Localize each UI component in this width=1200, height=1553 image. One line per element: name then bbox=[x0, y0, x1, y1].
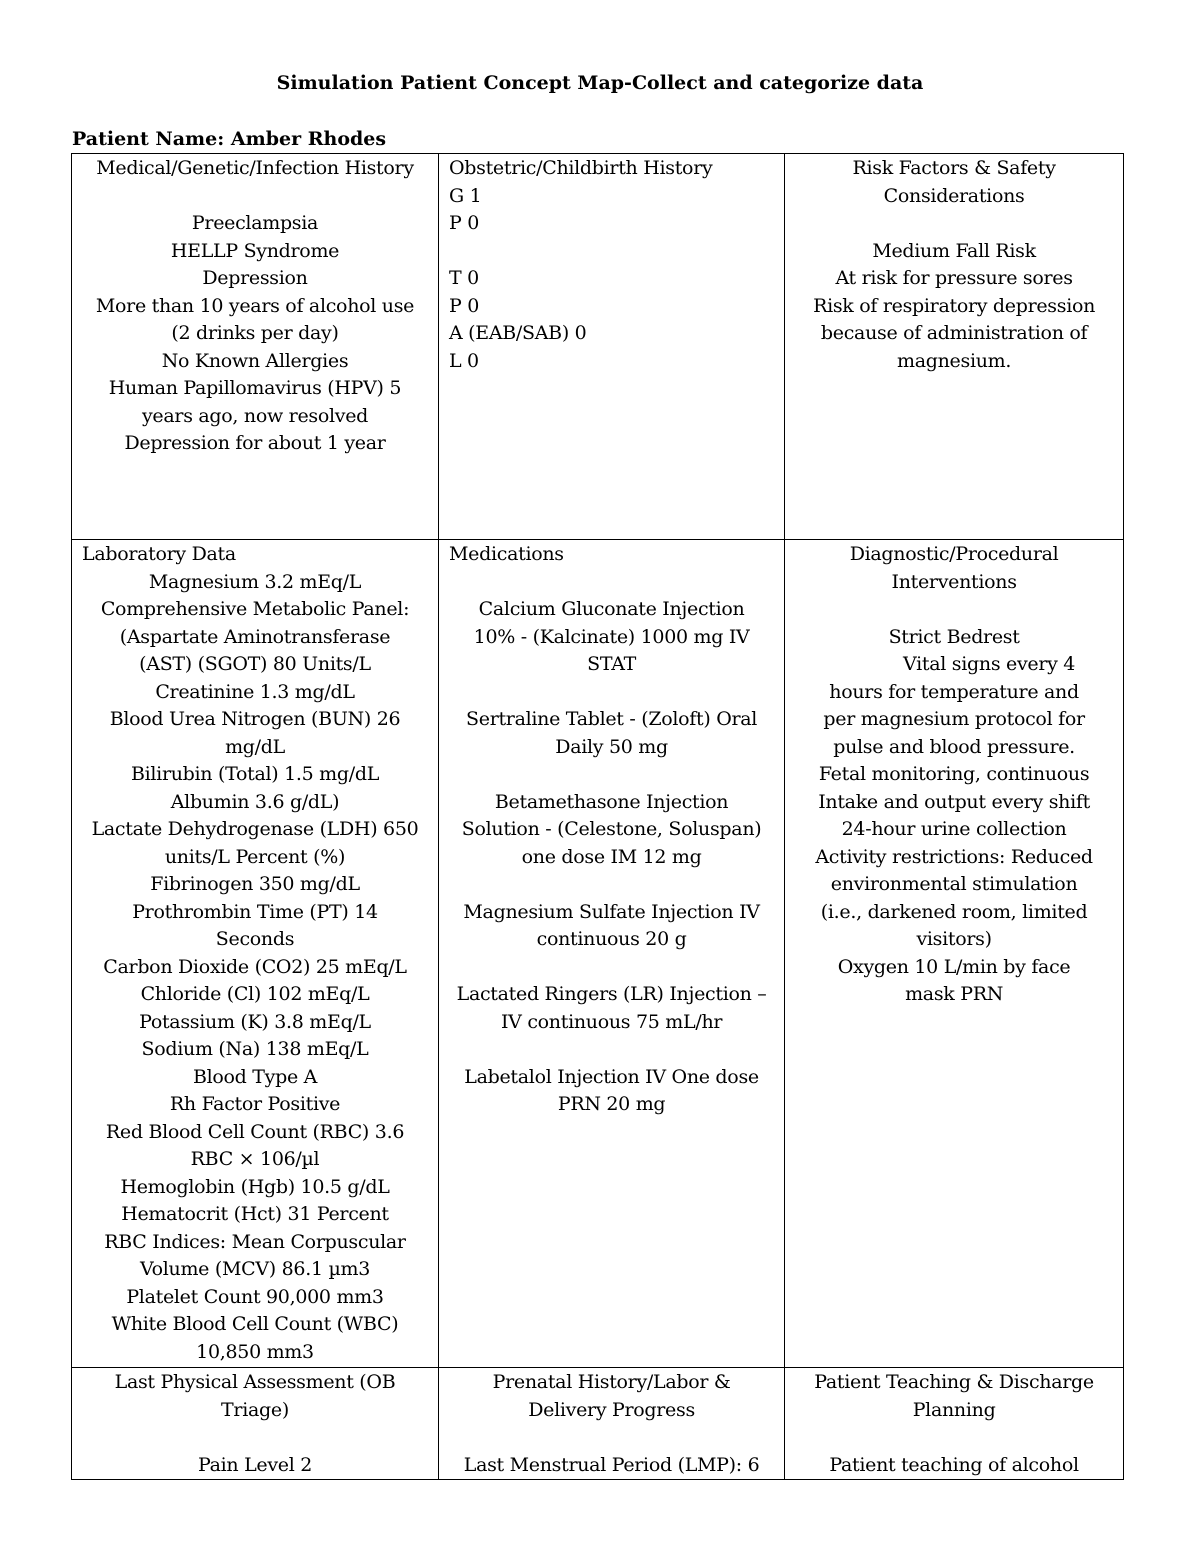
page-title: Simulation Patient Concept Map-Collect and categorize data bbox=[276, 72, 924, 94]
lab-item: Comprehensive Metabolic Panel: bbox=[100, 598, 410, 620]
patient-teaching-heading: Patient Teaching & Discharge bbox=[814, 1371, 1094, 1393]
history-item: Preeclampsia bbox=[191, 212, 319, 234]
intervention-item: Fetal monitoring, continuous bbox=[818, 763, 1090, 785]
lab-item: Rh Factor Positive bbox=[169, 1093, 341, 1115]
history-item: No Known Allergies bbox=[161, 349, 349, 372]
lab-item: 10,850 mm3 bbox=[196, 1340, 314, 1363]
lab-item: Lactate Dehydrogenase (LDH) 650 bbox=[91, 818, 419, 840]
physical-assessment-heading: Triage) bbox=[221, 1398, 289, 1421]
medication-item: Labetalol Injection IV One dose bbox=[464, 1065, 759, 1088]
lab-item: Fibrinogen 350 mg/dL bbox=[150, 873, 360, 895]
lab-item: (AST) (SGOT) 80 Units/L bbox=[139, 653, 371, 675]
medication-item: Magnesium Sulfate Injection IV bbox=[463, 900, 760, 923]
medication-item: continuous 20 g bbox=[536, 928, 687, 950]
term-value: T 0 bbox=[449, 267, 479, 289]
patient-name: Patient Name: Amber Rhodes bbox=[72, 128, 387, 150]
intervention-item: per magnesium protocol for bbox=[823, 708, 1085, 730]
lab-item: Magnesium 3.2 mEq/L bbox=[148, 570, 362, 593]
laboratory-data-cell bbox=[72, 540, 439, 1368]
lab-item: Potassium (K) 3.8 mEq/L bbox=[139, 1010, 371, 1033]
medication-item: STAT bbox=[587, 653, 636, 675]
intervention-item: hours for temperature and bbox=[829, 680, 1079, 703]
intervention-item: (i.e., darkened room, limited bbox=[820, 900, 1088, 923]
history-item: Depression for about 1 year bbox=[124, 432, 386, 454]
patient-teaching-cell bbox=[785, 1368, 1124, 1480]
laboratory-data-heading: Laboratory Data bbox=[82, 543, 236, 565]
lab-item: Blood Type A bbox=[192, 1065, 318, 1088]
para-value: P 0 bbox=[449, 212, 480, 234]
lab-item: White Blood Cell Count (WBC) bbox=[111, 1313, 399, 1335]
intervention-item: mask PRN bbox=[905, 983, 1004, 1005]
medications-heading: Medications bbox=[449, 543, 564, 565]
medications-cell bbox=[439, 540, 785, 1368]
history-item: (2 drinks per day) bbox=[171, 322, 339, 344]
history-item: Human Papillomavirus (HPV) 5 bbox=[108, 377, 402, 399]
medication-item: Calcium Gluconate Injection bbox=[478, 598, 745, 620]
risk-item: Risk of respiratory depression bbox=[813, 294, 1096, 317]
medication-item: PRN 20 mg bbox=[557, 1093, 666, 1115]
lab-item: (Aspartate Aminotransferase bbox=[119, 625, 391, 648]
lab-item: Seconds bbox=[215, 928, 295, 950]
concept-map-table bbox=[71, 153, 1124, 1480]
medication-item: IV continuous 75 mL/hr bbox=[500, 1010, 723, 1033]
medication-item: Betamethasone Injection bbox=[494, 790, 729, 813]
lab-item: units/L Percent (%) bbox=[164, 845, 346, 868]
lab-item: Hematocrit (Hct) 31 Percent bbox=[121, 1203, 389, 1225]
medication-item: Solution - (Celestone, Soluspan) bbox=[461, 818, 762, 840]
prenatal-item: Last Menstrual Period (LMP): 6 bbox=[463, 1453, 760, 1476]
intervention-item: 24-hour urine collection bbox=[841, 818, 1067, 840]
patient-teaching-heading: Planning bbox=[912, 1398, 996, 1421]
medical-history-heading: Medical/Genetic/Infection History bbox=[96, 157, 414, 179]
living-value: L 0 bbox=[449, 349, 479, 372]
lab-item: Chloride (Cl) 102 mEq/L bbox=[140, 983, 370, 1005]
diagnostic-cell bbox=[785, 540, 1124, 1368]
physical-assessment-heading: Last Physical Assessment (OB bbox=[114, 1371, 396, 1393]
lab-item: RBC × 106/µl bbox=[190, 1148, 320, 1170]
risk-item: because of administration of bbox=[820, 322, 1088, 344]
lab-item: Prothrombin Time (PT) 14 bbox=[132, 900, 378, 923]
medication-item: Sertraline Tablet - (Zoloft) Oral bbox=[466, 708, 758, 730]
intervention-item: Activity restrictions: Reduced bbox=[815, 845, 1093, 868]
abortion-value: A (EAB/SAB) 0 bbox=[449, 322, 587, 344]
intervention-item: Oxygen 10 L/min by face bbox=[837, 955, 1071, 978]
lab-item: Red Blood Cell Count (RBC) 3.6 bbox=[105, 1120, 405, 1143]
obstetric-history-cell bbox=[439, 154, 785, 540]
risk-item: magnesium. bbox=[897, 349, 1012, 372]
intervention-item: visitors) bbox=[916, 928, 992, 950]
physical-assessment-cell bbox=[72, 1368, 439, 1480]
risk-item: At risk for pressure sores bbox=[835, 267, 1073, 289]
intervention-item: Strict Bedrest bbox=[888, 625, 1020, 648]
lab-item: Volume (MCV) 86.1 µm3 bbox=[139, 1258, 371, 1280]
intervention-item: Vital signs every 4 bbox=[903, 653, 1076, 675]
medication-item: one dose IM 12 mg bbox=[521, 845, 702, 868]
medication-item: Lactated Ringers (LR) Injection – bbox=[456, 983, 767, 1005]
risk-factors-cell bbox=[785, 154, 1124, 540]
history-item: More than 10 years of alcohol use bbox=[95, 294, 415, 317]
assessment-item: Pain Level 2 bbox=[197, 1453, 313, 1476]
lab-item: RBC Indices: Mean Corpuscular bbox=[104, 1230, 406, 1253]
lab-item: Carbon Dioxide (CO2) 25 mEq/L bbox=[103, 955, 407, 978]
lab-item: Bilirubin (Total) 1.5 mg/dL bbox=[130, 763, 380, 785]
obstetric-history-heading: Obstetric/Childbirth History bbox=[449, 157, 713, 179]
lab-item: mg/dL bbox=[225, 735, 285, 758]
risk-factors-heading: Risk Factors & Safety bbox=[852, 157, 1056, 179]
lab-item: Creatinine 1.3 mg/dL bbox=[155, 680, 355, 703]
diagnostic-heading: Interventions bbox=[891, 570, 1017, 593]
history-item: years ago, now resolved bbox=[142, 404, 368, 427]
lab-item: Albumin 3.6 g/dL) bbox=[170, 790, 340, 813]
gravida-value: G 1 bbox=[449, 184, 482, 207]
risk-item: Medium Fall Risk bbox=[872, 239, 1036, 262]
risk-factors-heading: Considerations bbox=[883, 184, 1025, 207]
teaching-item: Patient teaching of alcohol bbox=[829, 1453, 1079, 1476]
intervention-item: Intake and output every shift bbox=[818, 790, 1090, 813]
diagnostic-heading: Diagnostic/Procedural bbox=[849, 543, 1059, 565]
preterm-value: P 0 bbox=[449, 294, 480, 317]
history-item: Depression bbox=[202, 267, 308, 289]
prenatal-history-cell bbox=[439, 1368, 785, 1480]
prenatal-history-heading: Prenatal History/Labor & bbox=[492, 1371, 731, 1393]
prenatal-history-heading: Delivery Progress bbox=[528, 1398, 695, 1421]
history-item: HELLP Syndrome bbox=[170, 239, 340, 262]
medication-item: Daily 50 mg bbox=[555, 735, 668, 758]
medical-history-cell bbox=[72, 154, 439, 540]
intervention-item: pulse and blood pressure. bbox=[833, 735, 1075, 758]
lab-item: Sodium (Na) 138 mEq/L bbox=[141, 1038, 369, 1060]
lab-item: Platelet Count 90,000 mm3 bbox=[126, 1285, 384, 1308]
intervention-item: environmental stimulation bbox=[830, 873, 1078, 895]
lab-item: Hemoglobin (Hgb) 10.5 g/dL bbox=[120, 1175, 390, 1198]
medication-item: 10% - (Kalcinate) 1000 mg IV bbox=[473, 625, 750, 648]
lab-item: Blood Urea Nitrogen (BUN) 26 bbox=[109, 708, 401, 730]
